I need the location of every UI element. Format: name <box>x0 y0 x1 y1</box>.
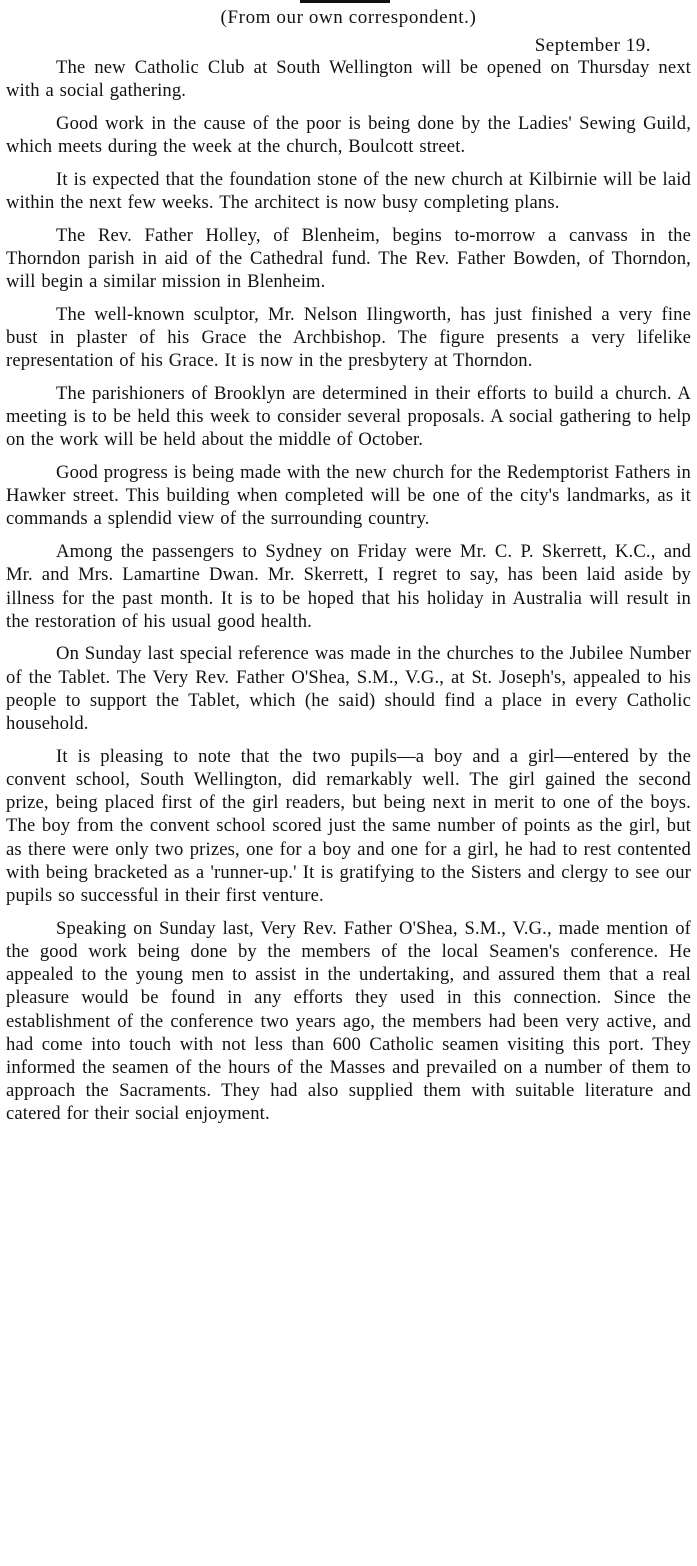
dateline: September 19. <box>534 35 651 56</box>
paragraph-seamens-conference: Speaking on Sunday last, Very Rev. Father O'Shea, S.M., V.G., made mention of the good work being done by the members of the local Seamen's conference. He appealed to the young men to assist in the undertaking, and assured them that a real pleasure would be found in any efforts they used in this connection. Since the establishment of the conference two years ago, the members had been very active, and had come into touch with not less than 600 Catholic seamen visiting this port. They informed the seamen of the hours of the Masses and prevailed on a number of them to approach the Sacraments. They had also supplied them with suitable literature and catered for their social enjoyment. <box>6 917 691 1125</box>
byline: (From our own correspondent.) <box>220 7 477 28</box>
top-rule <box>300 0 390 3</box>
paragraph-tablet-jubilee: On Sunday last special reference was made in the churches to the Jubilee Number of the Tablet. The Very Rev. Father O'Shea, S.M., V.G., at St. Joseph's, appealed to his people to support the Tablet, which (he said) should find a place in every Catholic household. <box>6 643 691 735</box>
paragraph-cathedral-fund: The Rev. Father Holley, of Blenheim, begins to-morrow a canvass in the Thorndon parish in aid of the Cathedral fund. The Rev. Father Bowden, of Thorndon, will begin a similar mission in Blenheim. <box>6 224 691 293</box>
paragraph-sydney-passengers: Among the passengers to Sydney on Friday were Mr. C. P. Skerrett, K.C., and Mr. and Mrs. Lamartine Dwan. Mr. Skerrett, I regret to say, has been laid aside by illness for the past month. It is to be hoped that his holiday in Australia will result in the restoration of his usual good health. <box>6 541 691 632</box>
paragraph-catholic-club: The new Catholic Club at South Wellington will be opened on Thursday next with a social gathering. <box>6 57 691 102</box>
paragraph-kilbirnie-church: It is expected that the foundation stone of the new church at Kilbirnie will be laid within the next few weeks. The architect is now busy completing plans. <box>6 168 691 214</box>
paragraph-brooklyn-church: The parishioners of Brooklyn are determined in their efforts to build a church. A meeting is to be held this week to consider several proposals. A social gathering to help on the work will be held about the middle of October. <box>6 382 691 451</box>
paragraph-sculptor-bust: The well-known sculptor, Mr. Nelson Ilingworth, has just finished a very fine bust in plaster of his Grace the Archbishop. The figure presents a very lifelike representation of his Grace. It is now in the presbytery at Thorndon. <box>6 303 691 372</box>
paragraph-redemptorist-church: Good progress is being made with the new church for the Redemptorist Fathers in Hawker street. This building when completed will be one of the city's landmarks, as it commands a splendid view of the surrounding country. <box>6 462 691 530</box>
paragraph-convent-pupils: It is pleasing to note that the two pupils—a boy and a girl—entered by the convent school, South Wellington, did remarkably well. The girl gained the second prize, being placed first of the girl readers, but being next in merit to one of the boys. The boy from the convent school scored just the same number of points as the girl, but as there were only two prizes, one for a boy and one for a girl, he had to rest contented with being bracketed as a 'runner-up.' It is gratifying to the Sisters and clergy to see our pupils so successful in their first venture. <box>6 745 691 906</box>
paragraph-sewing-guild: Good work in the cause of the poor is being done by the Ladies' Sewing Guild, which meets during the week at the church, Boulcott street. <box>6 112 691 158</box>
